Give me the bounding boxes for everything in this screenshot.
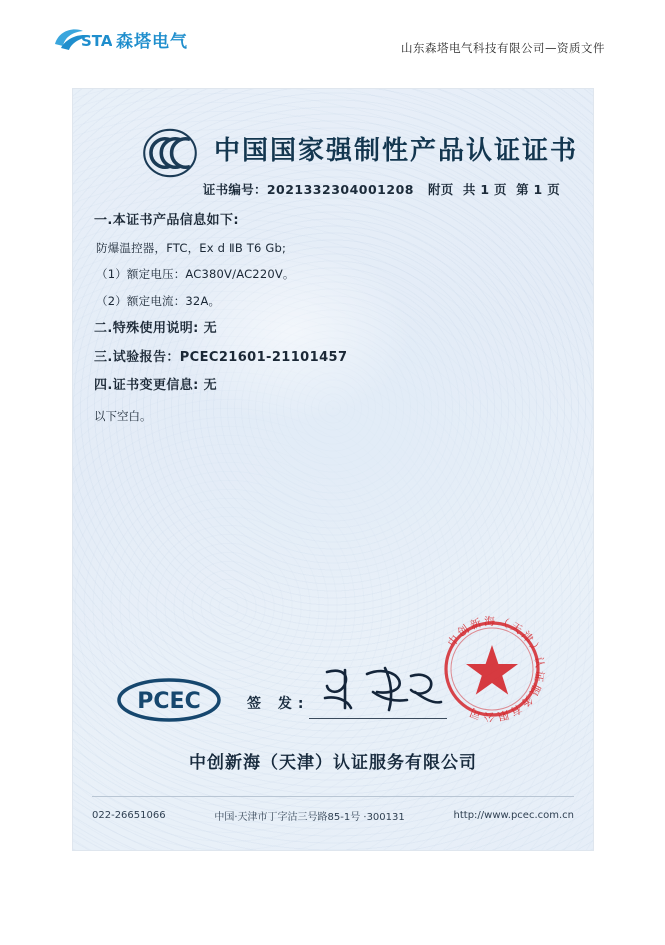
footer-website[interactable]: http://www.pcec.com.cn <box>453 810 574 821</box>
page-header <box>0 0 665 85</box>
blank-note: 以下空白。 <box>94 408 152 423</box>
page-title: 中国国家强制性产品认证证书 <box>214 136 579 166</box>
annex-label: 附页 <box>427 182 454 197</box>
signature-rule <box>309 718 447 719</box>
total-pages: 共 1 页 <box>462 182 507 197</box>
rated-voltage-line: （1）额定电压：AC380V/AC220V。 <box>96 267 295 282</box>
signature-mark <box>315 662 445 716</box>
sta-logo-icon <box>52 24 112 54</box>
certificate-number-value: 2021332304001208 <box>266 182 414 197</box>
official-seal <box>432 609 552 729</box>
signature-label: 签 发: <box>247 696 310 712</box>
test-report-heading: 三.试验报告：PCEC21601-21101457 <box>94 349 348 365</box>
certificate-footer <box>92 808 574 823</box>
rated-current-line: （2）额定电流：32A。 <box>96 293 221 308</box>
company-logo <box>52 24 188 54</box>
certificate-number-label: 证书编号： <box>202 182 267 197</box>
change-info-heading: 四.证书变更信息: 无 <box>94 378 218 394</box>
footer-phone: 022-26651066 <box>92 810 166 821</box>
current-page: 第 1 页 <box>516 182 560 197</box>
product-info-heading: 一.本证书产品信息如下: <box>94 213 239 228</box>
certificate-sheet <box>72 88 594 851</box>
product-name-line: 防爆温控器，FTC，Ex d ⅡB T6 Gb; <box>96 240 287 255</box>
ccc-mark-icon <box>134 124 206 182</box>
special-use-heading: 二.特殊使用说明: 无 <box>94 321 218 337</box>
pcec-logo-icon <box>114 677 224 723</box>
svg-text:PCEC: PCEC <box>137 689 201 714</box>
svg-text:STA: STA <box>81 32 112 50</box>
header-document-label: 山东森塔电气科技有限公司—资质文件 <box>401 41 605 55</box>
footer-address: 中国·天津市丁字沽三号路85-1号 ⋅300131 <box>214 812 405 823</box>
svg-text:中创新海（天津）认证服务有限公司: 中创新海（天津）认证服务有限公司 <box>445 614 547 724</box>
certificate-body <box>94 212 572 435</box>
logo-text: 森塔电气 <box>116 31 188 52</box>
footer-divider <box>92 796 574 797</box>
issuing-company-name: 中创新海（天津）认证服务有限公司 <box>189 753 477 773</box>
certificate-number-row <box>203 180 560 198</box>
